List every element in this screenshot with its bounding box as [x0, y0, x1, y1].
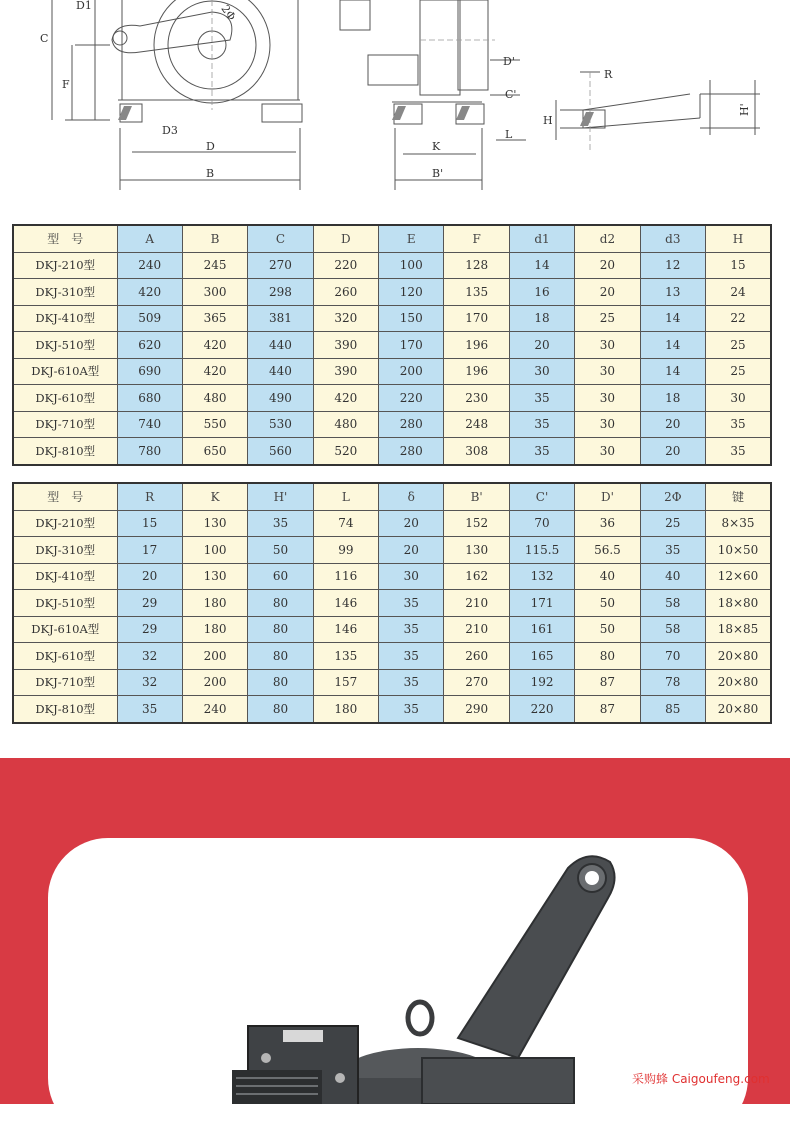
value-cell: 18 [640, 385, 705, 412]
value-cell: 740 [117, 411, 182, 438]
label-c-prime: C' [505, 88, 517, 101]
table-row [13, 510, 771, 537]
value-cell: 60 [248, 563, 313, 590]
value-cell: 115.5 [509, 537, 574, 564]
value-cell: 30 [379, 563, 444, 590]
value-cell: 20 [575, 252, 640, 279]
table-row [13, 696, 771, 723]
model-cell: DKJ-410型 [13, 305, 117, 332]
value-cell: 135 [444, 279, 509, 306]
value-cell: 99 [313, 537, 378, 564]
value-cell: 20×80 [706, 643, 771, 670]
label-c: C [40, 32, 49, 45]
header-cell: 型 号 [13, 225, 117, 252]
value-cell: 146 [313, 616, 378, 643]
table-row [13, 590, 771, 617]
label-d: D [206, 140, 215, 153]
value-cell: 8×35 [706, 510, 771, 537]
value-cell: 280 [379, 411, 444, 438]
value-cell: 130 [182, 563, 247, 590]
value-cell: 120 [379, 279, 444, 306]
value-cell: 298 [248, 279, 313, 306]
wheel-outline [154, 0, 270, 103]
value-cell: 20 [379, 510, 444, 537]
value-cell: 32 [117, 669, 182, 696]
value-cell: 29 [117, 616, 182, 643]
spec-table-2 [12, 482, 772, 724]
value-cell: 35 [248, 510, 313, 537]
table-row [13, 563, 771, 590]
model-cell: DKJ-610型 [13, 385, 117, 412]
value-cell: 20 [509, 332, 574, 359]
value-cell: 12×60 [706, 563, 771, 590]
value-cell: 162 [444, 563, 509, 590]
model-cell: DKJ-810型 [13, 438, 117, 465]
value-cell: 146 [313, 590, 378, 617]
value-cell: 420 [313, 385, 378, 412]
value-cell: 128 [444, 252, 509, 279]
value-cell: 18 [509, 305, 574, 332]
value-cell: 30 [509, 358, 574, 385]
value-cell: 70 [509, 510, 574, 537]
value-cell: 220 [313, 252, 378, 279]
value-cell: 25 [706, 332, 771, 359]
value-cell: 20×80 [706, 669, 771, 696]
value-cell: 14 [640, 358, 705, 385]
watermark: 采购蜂 Caigoufeng.com [632, 1072, 770, 1086]
value-cell: 381 [248, 305, 313, 332]
value-cell: 80 [248, 590, 313, 617]
value-cell: 35 [509, 385, 574, 412]
value-cell: 50 [575, 590, 640, 617]
header-cell: K [182, 483, 247, 510]
table-row [13, 411, 771, 438]
value-cell: 35 [379, 669, 444, 696]
value-cell: 18×80 [706, 590, 771, 617]
value-cell: 10×50 [706, 537, 771, 564]
header-cell: D' [575, 483, 640, 510]
value-cell: 35 [706, 438, 771, 465]
value-cell: 180 [313, 696, 378, 723]
header-cell: L [313, 483, 378, 510]
table-header-row [13, 483, 771, 510]
value-cell: 35 [509, 438, 574, 465]
model-cell: DKJ-610A型 [13, 616, 117, 643]
value-cell: 22 [706, 305, 771, 332]
header-cell: H' [248, 483, 313, 510]
value-cell: 32 [117, 643, 182, 670]
value-cell: 85 [640, 696, 705, 723]
table-row [13, 279, 771, 306]
value-cell: 50 [248, 537, 313, 564]
table-row [13, 252, 771, 279]
value-cell: 14 [640, 305, 705, 332]
value-cell: 16 [509, 279, 574, 306]
header-cell: d1 [509, 225, 574, 252]
value-cell: 12 [640, 252, 705, 279]
value-cell: 100 [182, 537, 247, 564]
value-cell: 200 [182, 643, 247, 670]
dimension-drawing [0, 0, 790, 210]
value-cell: 192 [509, 669, 574, 696]
value-cell: 220 [379, 385, 444, 412]
value-cell: 80 [575, 643, 640, 670]
model-cell: DKJ-310型 [13, 279, 117, 306]
value-cell: 132 [509, 563, 574, 590]
value-cell: 390 [313, 358, 378, 385]
model-cell: DKJ-510型 [13, 590, 117, 617]
value-cell: 280 [379, 438, 444, 465]
dimension-drawing-svg [0, 0, 790, 210]
value-cell: 420 [182, 332, 247, 359]
model-cell: DKJ-210型 [13, 510, 117, 537]
value-cell: 308 [444, 438, 509, 465]
value-cell: 30 [575, 358, 640, 385]
header-cell: δ [379, 483, 444, 510]
label-two-phi: 2Φ [218, 2, 239, 24]
value-cell: 20 [640, 411, 705, 438]
value-cell: 135 [313, 643, 378, 670]
table-row [13, 669, 771, 696]
value-cell: 650 [182, 438, 247, 465]
model-cell: DKJ-610A型 [13, 358, 117, 385]
value-cell: 20 [379, 537, 444, 564]
value-cell: 18×85 [706, 616, 771, 643]
value-cell: 210 [444, 590, 509, 617]
value-cell: 157 [313, 669, 378, 696]
value-cell: 35 [706, 411, 771, 438]
value-cell: 58 [640, 590, 705, 617]
value-cell: 220 [509, 696, 574, 723]
value-cell: 74 [313, 510, 378, 537]
value-cell: 196 [444, 332, 509, 359]
table-row [13, 305, 771, 332]
value-cell: 20 [117, 563, 182, 590]
model-cell: DKJ-610型 [13, 643, 117, 670]
value-cell: 440 [248, 358, 313, 385]
label-l: L [505, 128, 513, 141]
header-cell: 2Φ [640, 483, 705, 510]
value-cell: 530 [248, 411, 313, 438]
label-h: H [543, 114, 553, 127]
label-h-prime: H' [738, 103, 751, 116]
model-cell: DKJ-410型 [13, 563, 117, 590]
table-row [13, 385, 771, 412]
label-d3: D3 [162, 124, 178, 137]
value-cell: 15 [117, 510, 182, 537]
value-cell: 30 [575, 438, 640, 465]
value-cell: 560 [248, 438, 313, 465]
value-cell: 440 [248, 332, 313, 359]
label-d1: D1 [76, 0, 92, 12]
value-cell: 25 [706, 358, 771, 385]
header-cell: B [182, 225, 247, 252]
value-cell: 87 [575, 696, 640, 723]
value-cell: 35 [379, 616, 444, 643]
value-cell: 70 [640, 643, 705, 670]
header-cell: D [313, 225, 378, 252]
value-cell: 300 [182, 279, 247, 306]
value-cell: 35 [117, 696, 182, 723]
label-k: K [432, 140, 441, 153]
header-cell: B' [444, 483, 509, 510]
table-row [13, 643, 771, 670]
value-cell: 245 [182, 252, 247, 279]
value-cell: 40 [575, 563, 640, 590]
value-cell: 87 [575, 669, 640, 696]
value-cell: 248 [444, 411, 509, 438]
value-cell: 270 [248, 252, 313, 279]
value-cell: 180 [182, 616, 247, 643]
value-cell: 20×80 [706, 696, 771, 723]
value-cell: 260 [313, 279, 378, 306]
value-cell: 170 [379, 332, 444, 359]
value-cell: 116 [313, 563, 378, 590]
product-card [48, 838, 748, 1138]
value-cell: 420 [182, 358, 247, 385]
label-b-prime: B' [432, 167, 444, 180]
value-cell: 320 [313, 305, 378, 332]
value-cell: 24 [706, 279, 771, 306]
value-cell: 35 [640, 537, 705, 564]
value-cell: 230 [444, 385, 509, 412]
value-cell: 260 [444, 643, 509, 670]
header-cell: C' [509, 483, 574, 510]
value-cell: 420 [117, 279, 182, 306]
label-b: B [206, 167, 215, 180]
value-cell: 80 [248, 616, 313, 643]
value-cell: 161 [509, 616, 574, 643]
value-cell: 390 [313, 332, 378, 359]
value-cell: 690 [117, 358, 182, 385]
value-cell: 30 [706, 385, 771, 412]
value-cell: 550 [182, 411, 247, 438]
header-cell: F [444, 225, 509, 252]
model-cell: DKJ-810型 [13, 696, 117, 723]
header-cell: A [117, 225, 182, 252]
value-cell: 58 [640, 616, 705, 643]
value-cell: 165 [509, 643, 574, 670]
value-cell: 30 [575, 411, 640, 438]
value-cell: 50 [575, 616, 640, 643]
value-cell: 56.5 [575, 537, 640, 564]
value-cell: 20 [575, 279, 640, 306]
header-cell: E [379, 225, 444, 252]
table-row [13, 616, 771, 643]
value-cell: 152 [444, 510, 509, 537]
value-cell: 14 [509, 252, 574, 279]
value-cell: 509 [117, 305, 182, 332]
value-cell: 290 [444, 696, 509, 723]
value-cell: 78 [640, 669, 705, 696]
value-cell: 480 [313, 411, 378, 438]
value-cell: 171 [509, 590, 574, 617]
table-row [13, 332, 771, 359]
value-cell: 35 [379, 696, 444, 723]
value-cell: 29 [117, 590, 182, 617]
table-header-row [13, 225, 771, 252]
value-cell: 36 [575, 510, 640, 537]
value-cell: 210 [444, 616, 509, 643]
model-cell: DKJ-510型 [13, 332, 117, 359]
model-cell: DKJ-710型 [13, 411, 117, 438]
header-cell: R [117, 483, 182, 510]
value-cell: 35 [379, 590, 444, 617]
header-cell: C [248, 225, 313, 252]
value-cell: 520 [313, 438, 378, 465]
value-cell: 365 [182, 305, 247, 332]
value-cell: 14 [640, 332, 705, 359]
product-photo [48, 838, 748, 1104]
model-cell: DKJ-710型 [13, 669, 117, 696]
header-cell: H [706, 225, 771, 252]
header-cell: d2 [575, 225, 640, 252]
label-r: R [604, 68, 613, 81]
value-cell: 480 [182, 385, 247, 412]
value-cell: 170 [444, 305, 509, 332]
model-cell: DKJ-310型 [13, 537, 117, 564]
spec-table-1 [12, 224, 772, 466]
value-cell: 130 [182, 510, 247, 537]
label-d-prime: D' [503, 55, 515, 68]
label-f: F [62, 78, 70, 91]
table-row [13, 358, 771, 385]
value-cell: 150 [379, 305, 444, 332]
value-cell: 100 [379, 252, 444, 279]
value-cell: 200 [379, 358, 444, 385]
value-cell: 13 [640, 279, 705, 306]
value-cell: 25 [640, 510, 705, 537]
value-cell: 80 [248, 669, 313, 696]
table-row [13, 537, 771, 564]
value-cell: 17 [117, 537, 182, 564]
table-row [13, 438, 771, 465]
value-cell: 200 [182, 669, 247, 696]
header-cell: 键 [706, 483, 771, 510]
value-cell: 270 [444, 669, 509, 696]
value-cell: 196 [444, 358, 509, 385]
value-cell: 180 [182, 590, 247, 617]
value-cell: 80 [248, 643, 313, 670]
lever-arm [112, 12, 232, 53]
value-cell: 30 [575, 332, 640, 359]
header-cell: d3 [640, 225, 705, 252]
value-cell: 240 [182, 696, 247, 723]
value-cell: 20 [640, 438, 705, 465]
value-cell: 35 [379, 643, 444, 670]
header-cell: 型 号 [13, 483, 117, 510]
value-cell: 490 [248, 385, 313, 412]
model-cell: DKJ-210型 [13, 252, 117, 279]
value-cell: 35 [509, 411, 574, 438]
value-cell: 80 [248, 696, 313, 723]
value-cell: 240 [117, 252, 182, 279]
value-cell: 40 [640, 563, 705, 590]
value-cell: 25 [575, 305, 640, 332]
value-cell: 620 [117, 332, 182, 359]
value-cell: 130 [444, 537, 509, 564]
value-cell: 680 [117, 385, 182, 412]
value-cell: 15 [706, 252, 771, 279]
value-cell: 30 [575, 385, 640, 412]
value-cell: 780 [117, 438, 182, 465]
